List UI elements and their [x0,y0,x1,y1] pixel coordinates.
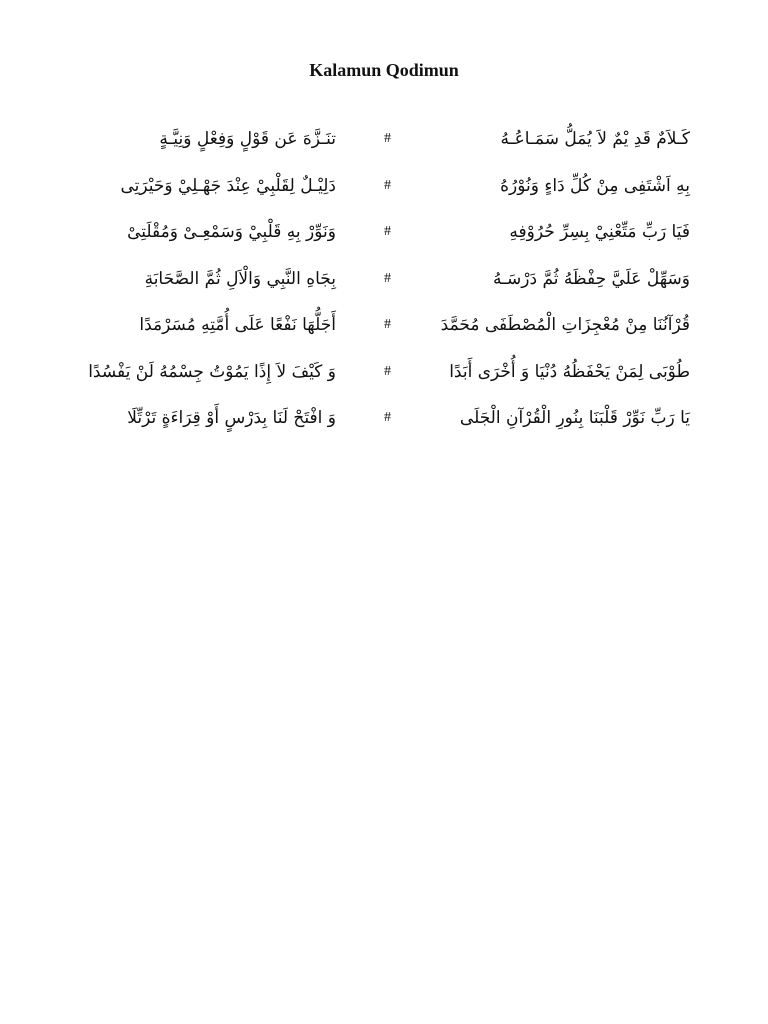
verse-7-first-hemistich: يَا رَبِّ نَوِّرْ قَلْبَنَا بِنُورِ الْقُرْآنِ الْجَلَى [459,408,690,428]
verse-separator: # [384,363,391,379]
verse-7 [0,401,768,448]
verse-3-first-hemistich: فَيَا رَبِّ مَتِّعْنِيْ بِسِرِّ حُرُوْفِهِ [509,222,690,242]
verse-1-second-hemistich: تنَـزَّهَ عَن قَوْلٍ وَفِعْلٍ وَنِيَّـةٍ [159,129,336,149]
verse-5-first-hemistich: قُرْآنُنَا مِنْ مُعْجِزَاتِ الْمُصْطَفَى مُحَمَّدَ [440,315,690,335]
verse-4-first-hemistich: وَسَهِّلْ عَلَيَّ حِفْظَهُ ثُمَّ دَرْسَـهُ [492,268,690,289]
verse-2 [0,169,768,216]
verse-6-second-hemistich: وَ كَيْفَ لاَ إِذًا يَمُوْتُ جِسْمُهُ لَنْ يَفْسُدًا [88,361,336,382]
page-title: Kalamun Qodimun [309,60,459,80]
verse-5-second-hemistich: أَجَلُّهَا نَفْعًا عَلَى أُمَّتِهِ مُسَرْمَدًا [139,315,336,335]
verse-2-first-hemistich: بِهِ اَشْتَفِى مِنْ كُلِّ دَاءٍ وَنُوْرُهُ [500,175,690,196]
verse-separator: # [384,131,391,146]
verse-separator: # [384,410,391,425]
verse-separator: # [384,317,391,332]
verse-separator: # [384,177,391,193]
verse-separator: # [384,224,391,239]
verse-3-second-hemistich: وَنَوِّرْ بِهِ قَلْبِيْ وَسَمْعِـىْ وَمُقْلَتِىْ [127,222,336,242]
verse-7-second-hemistich: وَ افْتَحْ لَنَا بِدَرْسٍ أَوْ قِرَاءَةٍ تَرْتِّلَا [127,408,336,428]
verse-2-second-hemistich: دَلِيْـلٌ لِقَلْبِيْ عِنْدَ جَهْـلِيْ وَحَيْرَتِى [120,175,336,196]
verse-6 [0,355,768,402]
verse-5 [0,308,768,355]
verse-6-first-hemistich: طُوْبَى لِمَنْ يَحْفَظُهُ دُنْيَا وَ أُخْرَى أَبَدًا [449,361,690,382]
verse-4-second-hemistich: بِجَاهِ النَّبِي وَالْاَلِ ثُمَّ الصَّحَابَةِ [144,268,336,289]
poem-body [0,122,768,448]
verse-3 [0,215,768,262]
verse-1-first-hemistich: كَـلاَمٌ قَدِ يْمٌ لاَ يُمَلُّ سَمَـاعُـهُ [500,129,690,149]
verse-4 [0,262,768,309]
verse-separator: # [384,270,391,286]
verse-1 [0,122,768,169]
